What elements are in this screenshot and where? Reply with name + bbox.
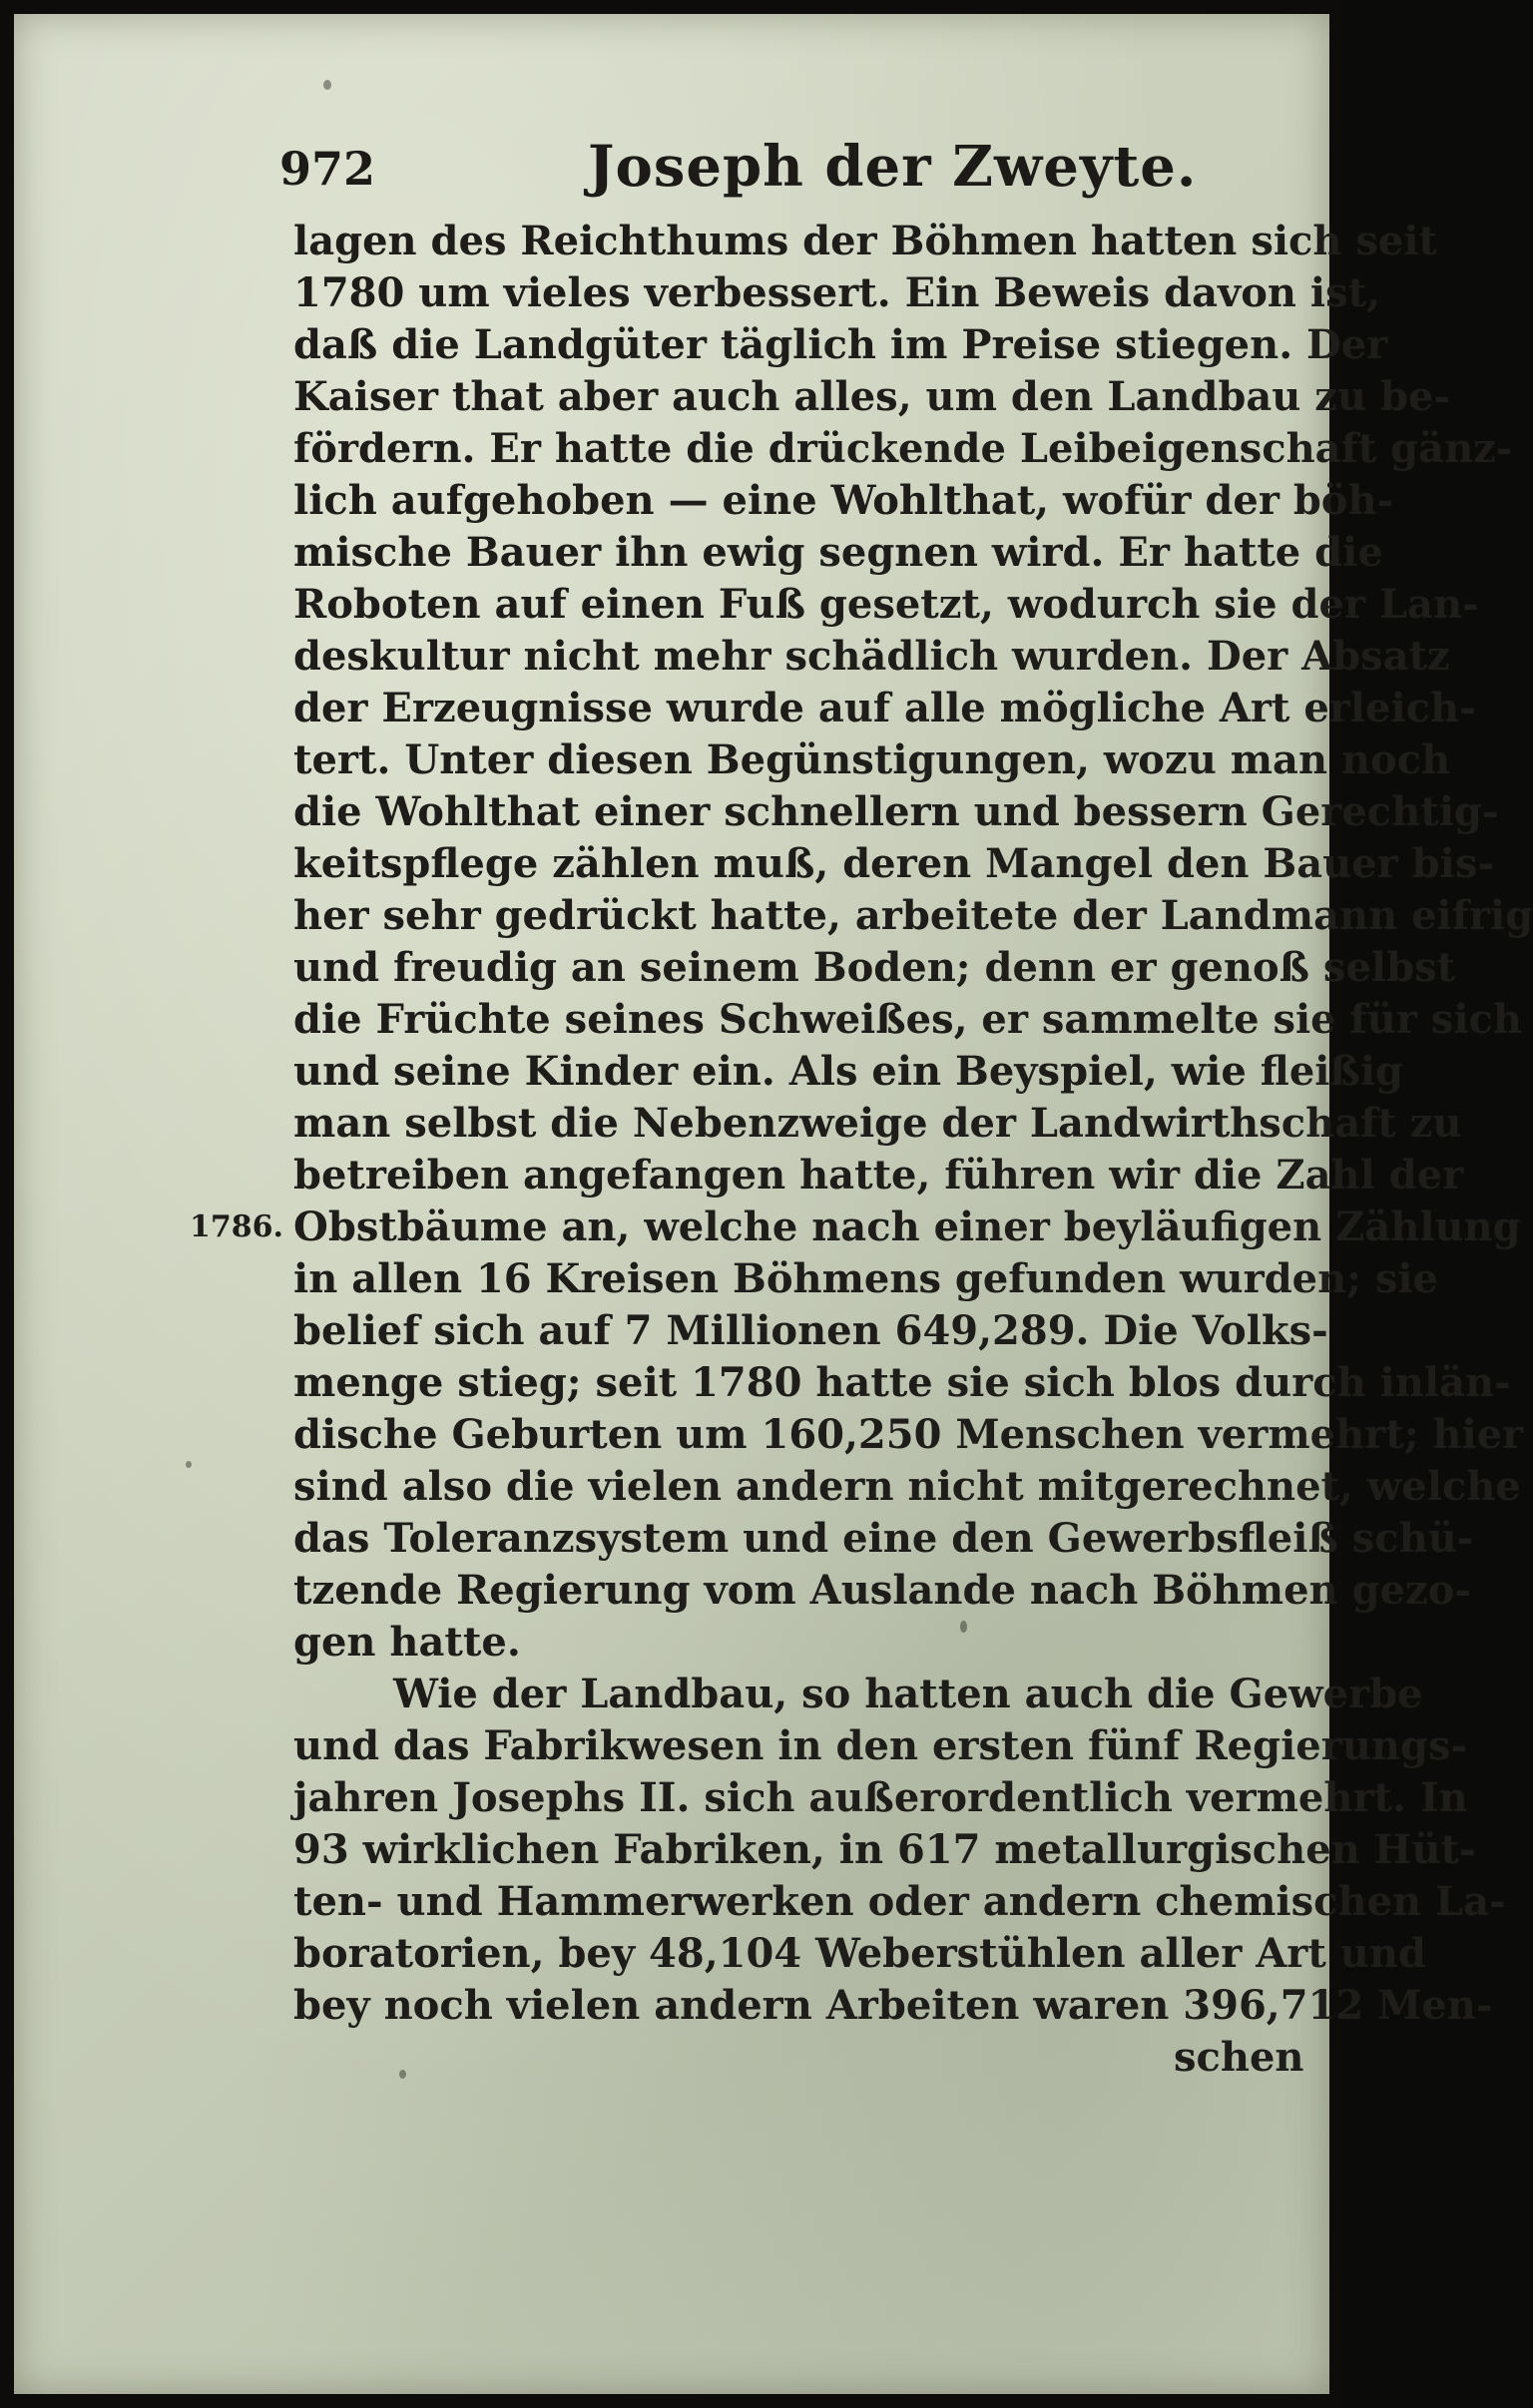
catchword: schen: [1174, 2034, 1304, 2081]
text-line: boratorien, bey 48,104 Weberstühlen aller Art und: [293, 1930, 1426, 1977]
text-line: dische Geburten um 160,250 Menschen vermehrt; hier: [293, 1411, 1524, 1458]
text-line: daß die Landgüter täglich im Preise stiegen. Der: [293, 321, 1388, 368]
margin-year-note: 1786.: [190, 1209, 283, 1244]
text-line: tert. Unter diesen Begünstigungen, wozu man noch: [293, 736, 1451, 783]
text-line: man selbst die Nebenzweige der Landwirthschaft zu: [293, 1100, 1462, 1147]
text-line: die Wohlthat einer schnellern und bessern Gerechtig-: [293, 788, 1499, 835]
text-line: ten- und Hammerwerken oder andern chemischen La-: [293, 1878, 1506, 1925]
text-line: keitspflege zählen muß, deren Mangel den Bauer bis-: [293, 840, 1494, 887]
page-title: Joseph der Zweyte.: [588, 134, 1198, 200]
text-line: belief sich auf 7 Millionen 649,289. Die Volks-: [293, 1307, 1328, 1354]
text-line: jahren Josephs II. sich außerordentlich vermehrt. In: [293, 1774, 1468, 1821]
paper-speck: [323, 80, 331, 90]
text-line: und freudig an seinem Boden; denn er genoß selbst: [293, 944, 1456, 991]
text-line: 1780 um vieles verbessert. Ein Beweis davon ist,: [293, 269, 1381, 316]
text-line: sind also die vielen andern nicht mitgerechnet, welche: [293, 1463, 1521, 1510]
text-line: Obstbäume an, welche nach einer beyläufigen Zählung: [293, 1204, 1521, 1250]
text-line: bey noch vielen andern Arbeiten waren 396,712 Men-: [293, 1982, 1493, 2029]
book-page: [14, 14, 1533, 2394]
text-line: fördern. Er hatte die drückende Leibeigenschaft gänz-: [293, 425, 1513, 472]
body-text: [14, 14, 1533, 2394]
paper-speck: [960, 1621, 967, 1633]
text-line: die Früchte seines Schweißes, er sammelte sie für sich: [293, 996, 1522, 1043]
text-line: mische Bauer ihn ewig segnen wird. Er hatte die: [293, 529, 1383, 576]
text-line: lich aufgehoben — eine Wohlthat, wofür der böh-: [293, 477, 1394, 524]
text-line: und das Fabrikwesen in den ersten fünf Regierungs-: [293, 1722, 1468, 1769]
text-line: das Toleranzsystem und eine den Gewerbsfleiß schü-: [293, 1515, 1474, 1562]
text-line: menge stieg; seit 1780 hatte sie sich blos durch inlän-: [293, 1359, 1511, 1406]
text-line: und seine Kinder ein. Als ein Beyspiel, wie fleißig: [293, 1048, 1404, 1095]
text-line: betreiben angefangen hatte, führen wir die Zahl der: [293, 1152, 1464, 1199]
text-line: Kaiser that aber auch alles, um den Landbau zu be-: [293, 373, 1451, 420]
text-line: gen hatte.: [293, 1619, 521, 1666]
text-line: lagen des Reichthums der Böhmen hatten sich seit: [293, 218, 1438, 264]
text-line: Roboten auf einen Fuß gesetzt, wodurch sie der Lan-: [293, 581, 1479, 628]
paper-speck: [399, 2070, 406, 2079]
text-line: her sehr gedrückt hatte, arbeitete der Landmann eifrig: [293, 892, 1533, 939]
text-line: tzende Regierung vom Auslande nach Böhmen gezo-: [293, 1567, 1471, 1614]
text-line: in allen 16 Kreisen Böhmens gefunden wurden; sie: [293, 1255, 1439, 1302]
paper-speck: [186, 1461, 192, 1468]
text-line: deskultur nicht mehr schädlich wurden. Der Absatz: [293, 633, 1450, 680]
text-line: 93 wirklichen Fabriken, in 617 metallurgischen Hüt-: [293, 1826, 1476, 1873]
page-number: 972: [279, 142, 376, 196]
paragraph-start-line: Wie der Landbau, so hatten auch die Gewerbe: [393, 1671, 1423, 1717]
text-line: der Erzeugnisse wurde auf alle mögliche Art erleich-: [293, 685, 1476, 731]
